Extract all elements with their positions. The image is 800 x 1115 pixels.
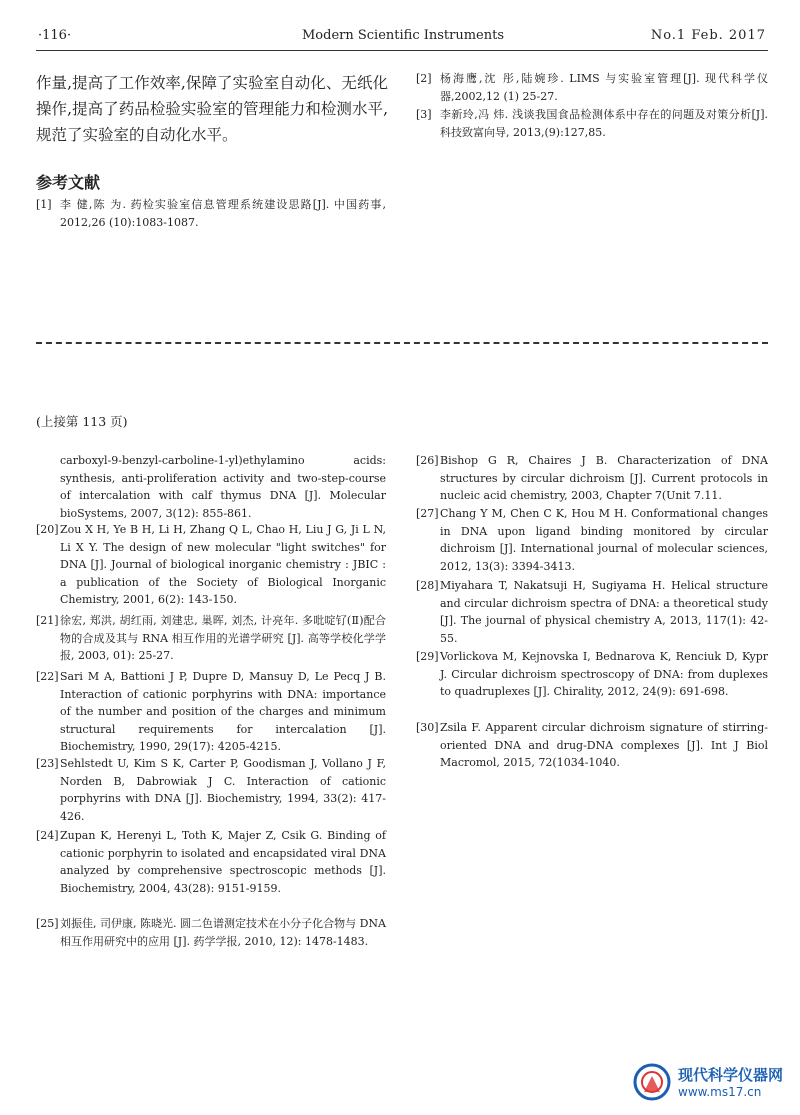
reference-item [36,755,386,825]
reference-number: [22] [36,670,59,683]
reference-item [36,668,386,756]
body-text: 作量,提高了工作效率,保障了实验室自动化、无纸化操作,提高了药品检验实验室的管理能力和检测水平,规范了实验室的自动化水平。 [36,74,388,144]
reference-text: Zupan K, Herenyi L, Toth K, Majer Z, Csik G. Binding of cationic porphyrin to isolated and encapsidated viral DNA analyzed by comprehensive spectroscopic methods [J]. Biochemistry, 2004, 43(28): 9151-9159. [60,829,386,895]
reference-item [36,196,386,231]
reference-text: 刘振佳, 司伊康, 陈晓光. 圆二色谱测定技术在小分子化合物与 DNA 相互作用研究中的应用 [J]. 药学学报, 2010, 12): 1478-1483. [60,917,386,948]
reference-item [416,70,768,105]
reference-text: Vorlickova M, Kejnovska I, Bednarova K, Renciuk D, Kypr J. Circular dichroism spectroscopy of DNA: from duplexes to quadruplexes [J]. Chirality, 2012, 24(9): 691-698. [440,650,768,699]
reference-number: [27] [416,507,439,520]
issue-info: No.1 Feb. 2017 [650,28,766,43]
reference-item [36,612,386,665]
reference-item [36,452,386,522]
reference-item [416,505,768,575]
reference-number: [3] [416,108,432,121]
reference-text: 徐宏, 郑洪, 胡红雨, 刘建忠, 巢晖, 刘杰, 计亮年. 多吡啶钌(Ⅱ)配合物的合成及其与 RNA 相互作用的光谱学研究 [J]. 高等学校化学学报, 2003, 01): 25-27. [60,614,386,663]
reference-item [36,521,386,609]
reference-item [416,452,768,505]
reference-text: Zou X H, Ye B H, Li H, Zhang Q L, Chao H, Liu J G, Ji L N, Li X Y. The design of new molecular "light switches" for DNA [J]. Journal of biological inorganic chemistry : JBIC : a publication of the Society of Biological Inorganic Chemistry, 2001, 6(2): 143-150. [60,523,386,607]
reference-number: [28] [416,579,439,592]
header-rule [36,50,768,51]
reference-number: [26] [416,454,439,467]
reference-item [36,827,386,897]
reference-text: Zsila F. Apparent circular dichroism signature of stirring-oriented DNA and drug-DNA complexes [J]. Int J Biol Macromol, 2015, 72(1034-1040. [440,721,768,770]
reference-number: [1] [36,198,52,211]
references-heading: 参考文献 [36,173,101,192]
reference-number: [20] [36,523,59,536]
reference-number: [24] [36,829,59,842]
watermark-name: 现代科学仪器网 [678,1066,784,1084]
site-watermark [624,1056,784,1106]
watermark-url: www.ms17.cn [678,1085,762,1099]
section-divider [36,342,768,344]
reference-text: Sari M A, Battioni J P, Dupre D, Mansuy D, Le Pecq J B. Interaction of cationic porphyrins with DNA: importance of the number and position of the charges and minimum structural requirements for intercalation [J]. Biochemistry, 1990, 29(17): 4205-4215. [60,670,386,754]
reference-number: [30] [416,721,439,734]
reference-text: Chang Y M, Chen C K, Hou M H. Conformational changes in DNA upon ligand binding monitored by circular dichroism [J]. International journal of molecular sciences, 2012, 13(3): 3394-3413. [440,507,768,573]
reference-number: [21] [36,614,59,627]
reference-text: carboxyl-9-benzyl-carboline-1-yl)ethylamino acids: synthesis, anti-proliferation activity and two-step-course of intercalation with calf thymus DNA [J]. Molecular bioSystems, 2007, 3(12): 855-861. [60,454,386,520]
reference-text: 李新玲,冯 炜. 浅谈我国食品检测体系中存在的问题及对策分析[J]. 科技致富向导, 2013,(9):127,85. [440,108,768,139]
reference-text: Miyahara T, Nakatsuji H, Sugiyama H. Helical structure and circular dichroism spectra of DNA: a theoretical study [J]. The journal of physical chemistry A, 2013, 117(1): 42-55. [440,579,768,645]
reference-number: [25] [36,917,59,930]
page-number: ·116· [38,28,72,43]
reference-item [36,915,386,950]
reference-text: Sehlstedt U, Kim S K, Carter P, Goodisman J, Vollano J F, Norden B, Dabrowiak J C. Interaction of cationic porphyrins with DNA [J]. Biochemistry, 1994, 33(2): 417-426. [60,757,386,823]
watermark-logo-icon [632,1062,672,1102]
reference-number: [2] [416,72,432,85]
journal-title: Modern Scientific Instruments [301,28,505,43]
page-header [38,28,768,48]
reference-item [416,106,768,141]
reference-item [416,719,768,772]
reference-text: 杨海鹰,沈 彤,陆婉珍. LIMS 与实验室管理[J]. 现代科学仪器,2002,12 (1) 25-27. [440,72,768,103]
reference-text: 李 健,陈 为. 药检实验室信息管理系统建设思路[J]. 中国药事, 2012,26 (10):1083-1087. [60,198,386,229]
reference-text: Bishop G R, Chaires J B. Characterization of DNA structures by circular dichroism [J]. Current protocols in nucleic acid chemistry, 2003, Chapter 7(Unit 7.11. [440,454,768,503]
reference-number: [29] [416,650,439,663]
reference-item [416,648,768,701]
reference-number: [23] [36,757,59,770]
continuation-note: (上接第 113 页) [36,414,128,429]
reference-item [416,577,768,647]
